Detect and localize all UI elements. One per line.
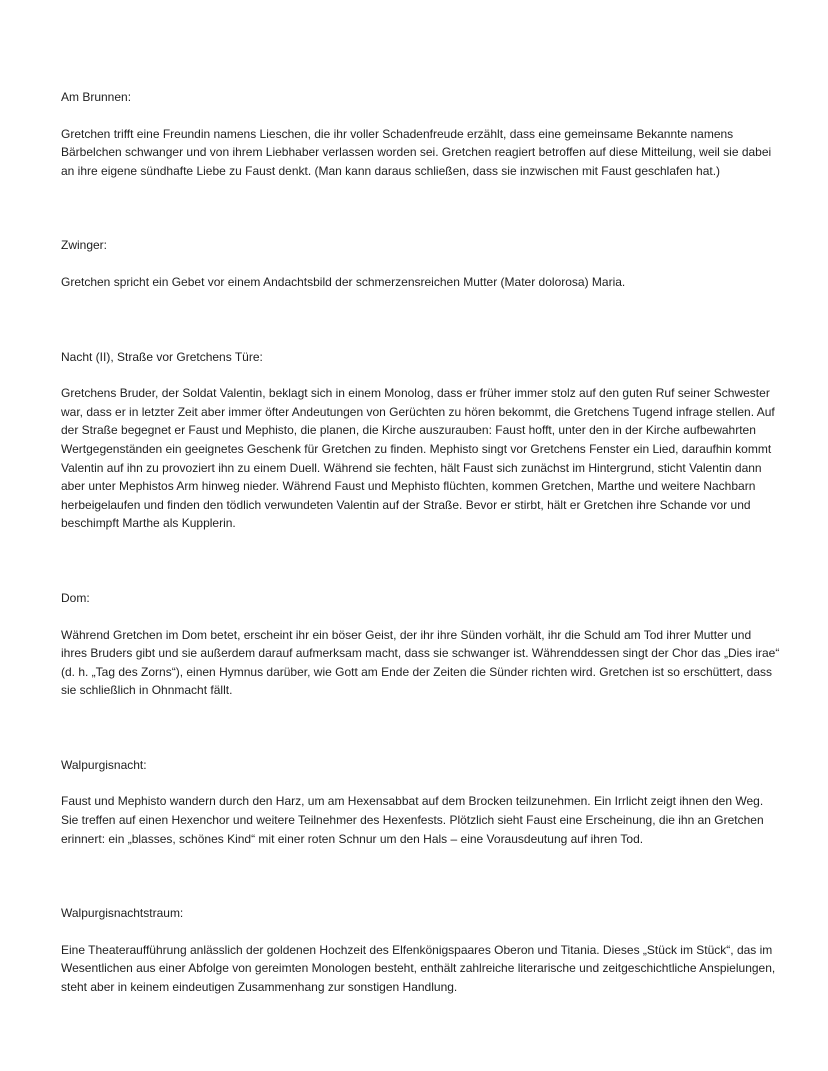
- section-title: Am Brunnen:: [61, 90, 132, 104]
- section-body: Gretchen spricht ein Gebet vor einem Andachtsbild der schmerzensreichen Mutter (Mater dolorosa) Maria.: [61, 274, 626, 289]
- section-title: Zwinger:: [61, 238, 108, 253]
- section-title: Walpurgisnacht:: [61, 757, 147, 772]
- section-nacht-strasse: [61, 348, 780, 533]
- section-walpurgisnachtstraum: [61, 904, 780, 996]
- section-title: Walpurgisnachtstraum:: [61, 906, 184, 921]
- section-zwinger: [61, 236, 780, 291]
- section-walpurgisnacht: [61, 756, 780, 848]
- section-title: Nacht (II), Straße vor Gretchens Türe:: [61, 349, 263, 364]
- section-dom: [61, 589, 780, 700]
- section-body: Gretchens Bruder, der Soldat Valentin, beklagt sich in einem Monolog, dass er früher immer stolz auf den guten Ruf seiner Schwester war, dass er in letzter Zeit aber immer öfter Andeutungen von Gerüchten zu hören bekommt, die Gretchens Tugend infrage stellen. Auf der Straße begegnet er Faust und Mephisto, die planen, die Kirche auszurauben: Faust hofft, unter den in der Kirche aufbewahrten Wertgegenständen ein geeignetes Geschenk für Gretchen zu finden. Mephisto singt vor Gretchens Fenster ein Lied, daraufhin kommt Valentin auf ihn zu provoziert ihn zu einem Duell. Während sie fechten, hält Faust sich zunächst im Hintergrund, sticht Valentin dann aber unter Mephistos Arm hinweg nieder. Während Faust und Mephisto flüchten, kommen Gretchen, Marthe und weitere Nachbarn herbeigelaufen und finden den tödlich verwundeten Valentin auf der Straße. Bevor er stirbt, hält er Gretchen ihre Schande vor und beschimpft Marthe als Kupplerin.: [61, 386, 775, 531]
- section-title: Dom:: [61, 590, 90, 605]
- section-body: Eine Theateraufführung anlässlich der goldenen Hochzeit des Elfenkönigspaares Oberon und Titania. Dieses „Stück im Stück“, das im Wesentlichen aus einer Abfolge von gereimten Monologen besteht, enthält zahlreiche literarische und zeitgeschichtliche Anspielungen, steht aber in keinem eindeutigen Zusammenhang zur sonstigen Handlung.: [61, 942, 776, 995]
- section-am-brunnen: [61, 88, 780, 180]
- section-body: Faust und Mephisto wandern durch den Harz, um am Hexensabbat auf dem Brocken teilzunehmen. Ein Irrlicht zeigt ihnen den Weg. Sie treffen auf einen Hexenchor und weitere Teilnehmer des Hexenfests. Plötzlich sieht Faust eine Erscheinung, die ihn an Gretchen erinnert: ein „blasses, schönes Kind“ mit einer roten Schnur um den Hals – eine Vorausdeutung auf ihren Tod.: [61, 794, 764, 846]
- section-body: Während Gretchen im Dom betet, erscheint ihr ein böser Geist, der ihr ihre Sünden vorhält, ihr die Schuld am Tod ihrer Mutter und ihres Bruders gibt und sie außerdem darauf aufmerksam macht, dass sie schwanger ist. Währenddessen singt der Chor das „Dies irae“ (d. h. „Tag des Zorns“), einen Hymnus darüber, wie Gott am Ende der Zeiten die Sünder richten wird. Gretchen ist so erschüttert, dass sie schließlich in Ohnmacht fällt.: [61, 627, 780, 698]
- section-body: Gretchen trifft eine Freundin namens Lieschen, die ihr voller Schadenfreude erzählt, dass eine gemeinsame Bekannte namens Bärbelchen schwanger und von ihrem Liebhaber verlassen worden sei. Gretchen reagiert betroffen auf diese Mitteilung, weil sie dabei an ihre eigene sündhafte Liebe zu Faust denkt. (Man kann daraus schließen, dass sie inzwischen mit Faust geschlafen hat.): [61, 126, 772, 178]
